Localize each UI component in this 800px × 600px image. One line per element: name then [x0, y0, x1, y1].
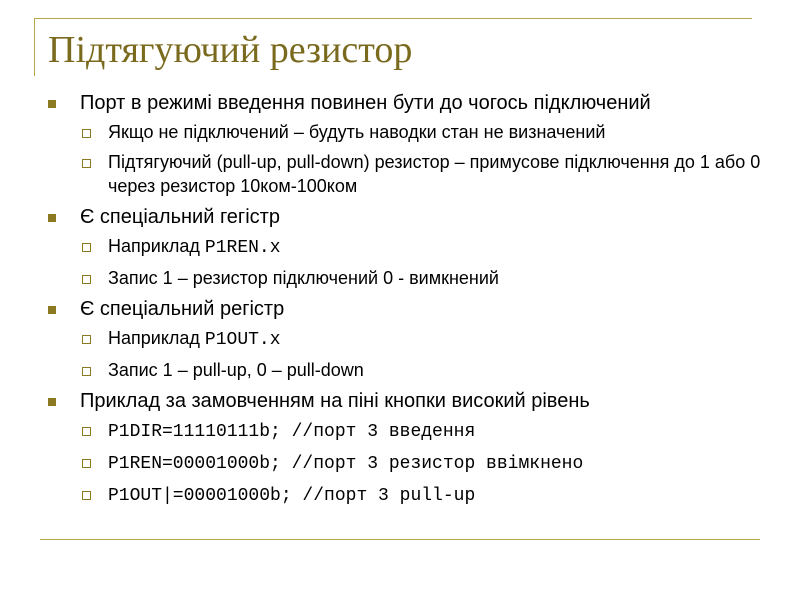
sub-bullet-prefix: Наприклад	[108, 236, 205, 256]
square-bullet-icon	[48, 100, 56, 108]
hollow-square-bullet-icon	[82, 159, 91, 168]
hollow-square-bullet-icon	[82, 275, 91, 284]
slide-content	[46, 90, 766, 514]
bullet-item	[46, 90, 766, 116]
code-line-item	[46, 450, 766, 476]
bullet-item	[46, 204, 766, 230]
hollow-square-bullet-icon	[82, 459, 91, 468]
sub-bullet-text: Запис 1 – pull-up, 0 – pull-down	[108, 360, 364, 380]
sub-bullet-item	[46, 358, 766, 382]
register-name: P1REN.x	[204, 238, 281, 258]
frame-top-line	[34, 18, 752, 19]
square-bullet-icon	[48, 398, 56, 406]
bullet-text: Порт в режимі введення повинен бути до чогось підключений	[80, 92, 651, 114]
sub-bullet-text: Запис 1 – резистор підключений 0 - вимкнений	[108, 268, 499, 288]
square-bullet-icon	[48, 214, 56, 222]
bullet-item	[46, 388, 766, 414]
code-line: P1DIR=11110111b; //порт 3 введення	[108, 422, 476, 442]
sub-bullet-item	[46, 150, 766, 198]
bullet-text: Приклад за замовченням на піні кнопки високий рівень	[80, 390, 590, 412]
hollow-square-bullet-icon	[82, 367, 91, 376]
sub-bullet-text: Якщо не підключений – будуть наводки стан не визначений	[108, 122, 606, 142]
code-line: P1REN=00001000b; //порт 3 резистор ввімкнено	[108, 454, 584, 474]
sub-bullet-item	[46, 234, 766, 260]
square-bullet-icon	[48, 306, 56, 314]
hollow-square-bullet-icon	[82, 129, 91, 138]
bullet-text: Є спеціальний регістр	[80, 298, 285, 320]
code-line-item	[46, 482, 766, 508]
bullet-item	[46, 296, 766, 322]
hollow-square-bullet-icon	[82, 427, 91, 436]
sub-bullet-item	[46, 326, 766, 352]
register-name: P1OUT.x	[204, 330, 281, 350]
hollow-square-bullet-icon	[82, 335, 91, 344]
code-line: P1OUT|=00001000b; //порт 3 pull-up	[108, 486, 476, 506]
sub-bullet-item	[46, 120, 766, 144]
frame-vertical-line	[34, 18, 35, 76]
hollow-square-bullet-icon	[82, 243, 91, 252]
code-line-item	[46, 418, 766, 444]
hollow-square-bullet-icon	[82, 491, 91, 500]
sub-bullet-text: Підтягуючий (pull-up, pull-down) резистор – примусове підключення до 1 або 0 через резистор 10ком-100ком	[108, 152, 761, 196]
frame-bottom-line	[40, 539, 760, 540]
sub-bullet-item	[46, 266, 766, 290]
sub-bullet-prefix: Наприклад	[108, 328, 205, 348]
bullet-text: Є спеціальний гегістр	[80, 206, 280, 228]
slide-title: Підтягуючий резистор	[48, 29, 413, 71]
